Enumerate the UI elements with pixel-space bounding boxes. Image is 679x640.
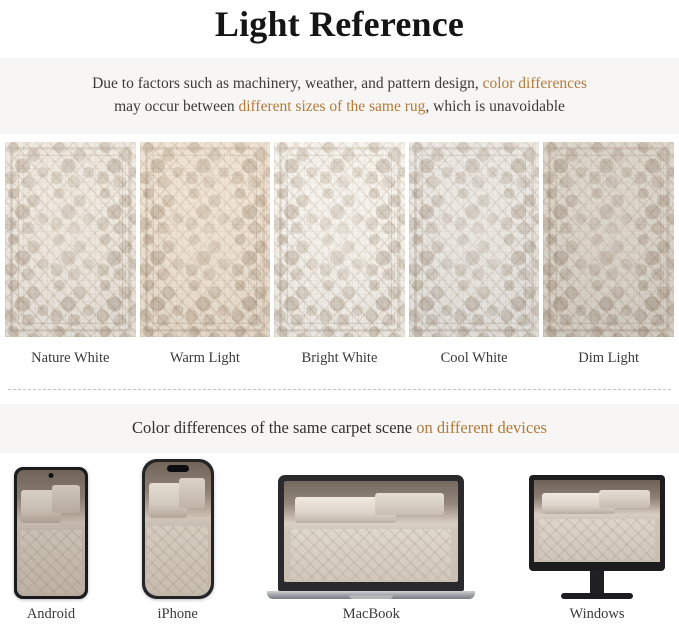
android-camera-icon (49, 473, 54, 478)
iphone-dynamic-island-icon (167, 465, 189, 472)
rug-tint-overlay (274, 142, 405, 337)
rug-swatch-cool-white (409, 142, 540, 337)
rug-swatch-bright-white (274, 142, 405, 337)
swatch-cell-dim-light (543, 142, 674, 367)
device-label-android: Android (26, 606, 76, 622)
carpet-scene (17, 470, 85, 596)
notice-line2-text-a: may occur between (114, 98, 239, 115)
monitor-stand-base (561, 593, 633, 599)
swatch-label-warm-light: Warm Light (169, 350, 240, 366)
carpet-scene (534, 480, 660, 562)
rug-swatch-dim-light (543, 142, 674, 337)
swatch-label-nature-white: Nature White (31, 350, 110, 366)
notice-line1-text-a: Due to factors such as machinery, weather, and pattern design, (92, 75, 483, 92)
swatch-label-bright-white: Bright White (301, 350, 378, 366)
rug-tint-overlay (140, 142, 271, 337)
notice-highlight-color-differences: color differences (482, 75, 587, 92)
device-row (0, 453, 679, 623)
notice-line2-text-c: , which is unavoidable (425, 98, 565, 115)
macbook-screen (284, 481, 458, 582)
device-label-iphone: iPhone (157, 606, 198, 622)
devices-heading-highlight: on different devices (416, 418, 547, 437)
windows-monitor (529, 475, 665, 599)
android-phone (14, 467, 88, 599)
scene-tint (284, 481, 458, 582)
device-label-windows: Windows (569, 606, 625, 622)
rug-tint-overlay (543, 142, 674, 337)
section-divider (8, 389, 671, 390)
device-cell-windows (529, 475, 665, 623)
device-cell-iphone (142, 459, 214, 623)
android-screen (17, 470, 85, 596)
swatch-cell-cool-white (409, 142, 540, 367)
monitor-frame (529, 475, 665, 571)
rug-tint-overlay (5, 142, 136, 337)
swatch-cell-bright-white (274, 142, 405, 367)
notice-band (0, 58, 679, 134)
swatch-cell-warm-light (140, 142, 271, 367)
iphone-phone (142, 459, 214, 599)
carpet-scene (284, 481, 458, 582)
page-title: Light Reference (214, 4, 465, 44)
scene-tint (534, 480, 660, 562)
swatch-label-cool-white: Cool White (440, 350, 508, 366)
devices-heading-band (0, 404, 679, 453)
scene-tint (17, 470, 85, 596)
macbook-base (267, 591, 475, 599)
rug-swatch-warm-light (140, 142, 271, 337)
macbook-lid (278, 475, 464, 591)
carpet-scene (145, 462, 211, 596)
macbook-hinge-notch (349, 595, 393, 599)
device-cell-macbook (267, 475, 475, 623)
devices-heading-text-a: Color differences of the same carpet scene (132, 418, 417, 437)
swatch-label-dim-light: Dim Light (578, 350, 640, 366)
iphone-screen (145, 462, 211, 596)
monitor-stand-neck (590, 571, 604, 593)
light-swatch-row (0, 134, 679, 367)
device-label-macbook: MacBook (342, 606, 400, 622)
macbook-laptop (267, 475, 475, 599)
swatch-cell-nature-white (5, 142, 136, 367)
rug-swatch-nature-white (5, 142, 136, 337)
scene-tint (145, 462, 211, 596)
notice-highlight-different-sizes: different sizes of the same rug (238, 98, 426, 115)
monitor-screen (534, 480, 660, 562)
device-cell-android (14, 467, 88, 623)
rug-tint-overlay (409, 142, 540, 337)
